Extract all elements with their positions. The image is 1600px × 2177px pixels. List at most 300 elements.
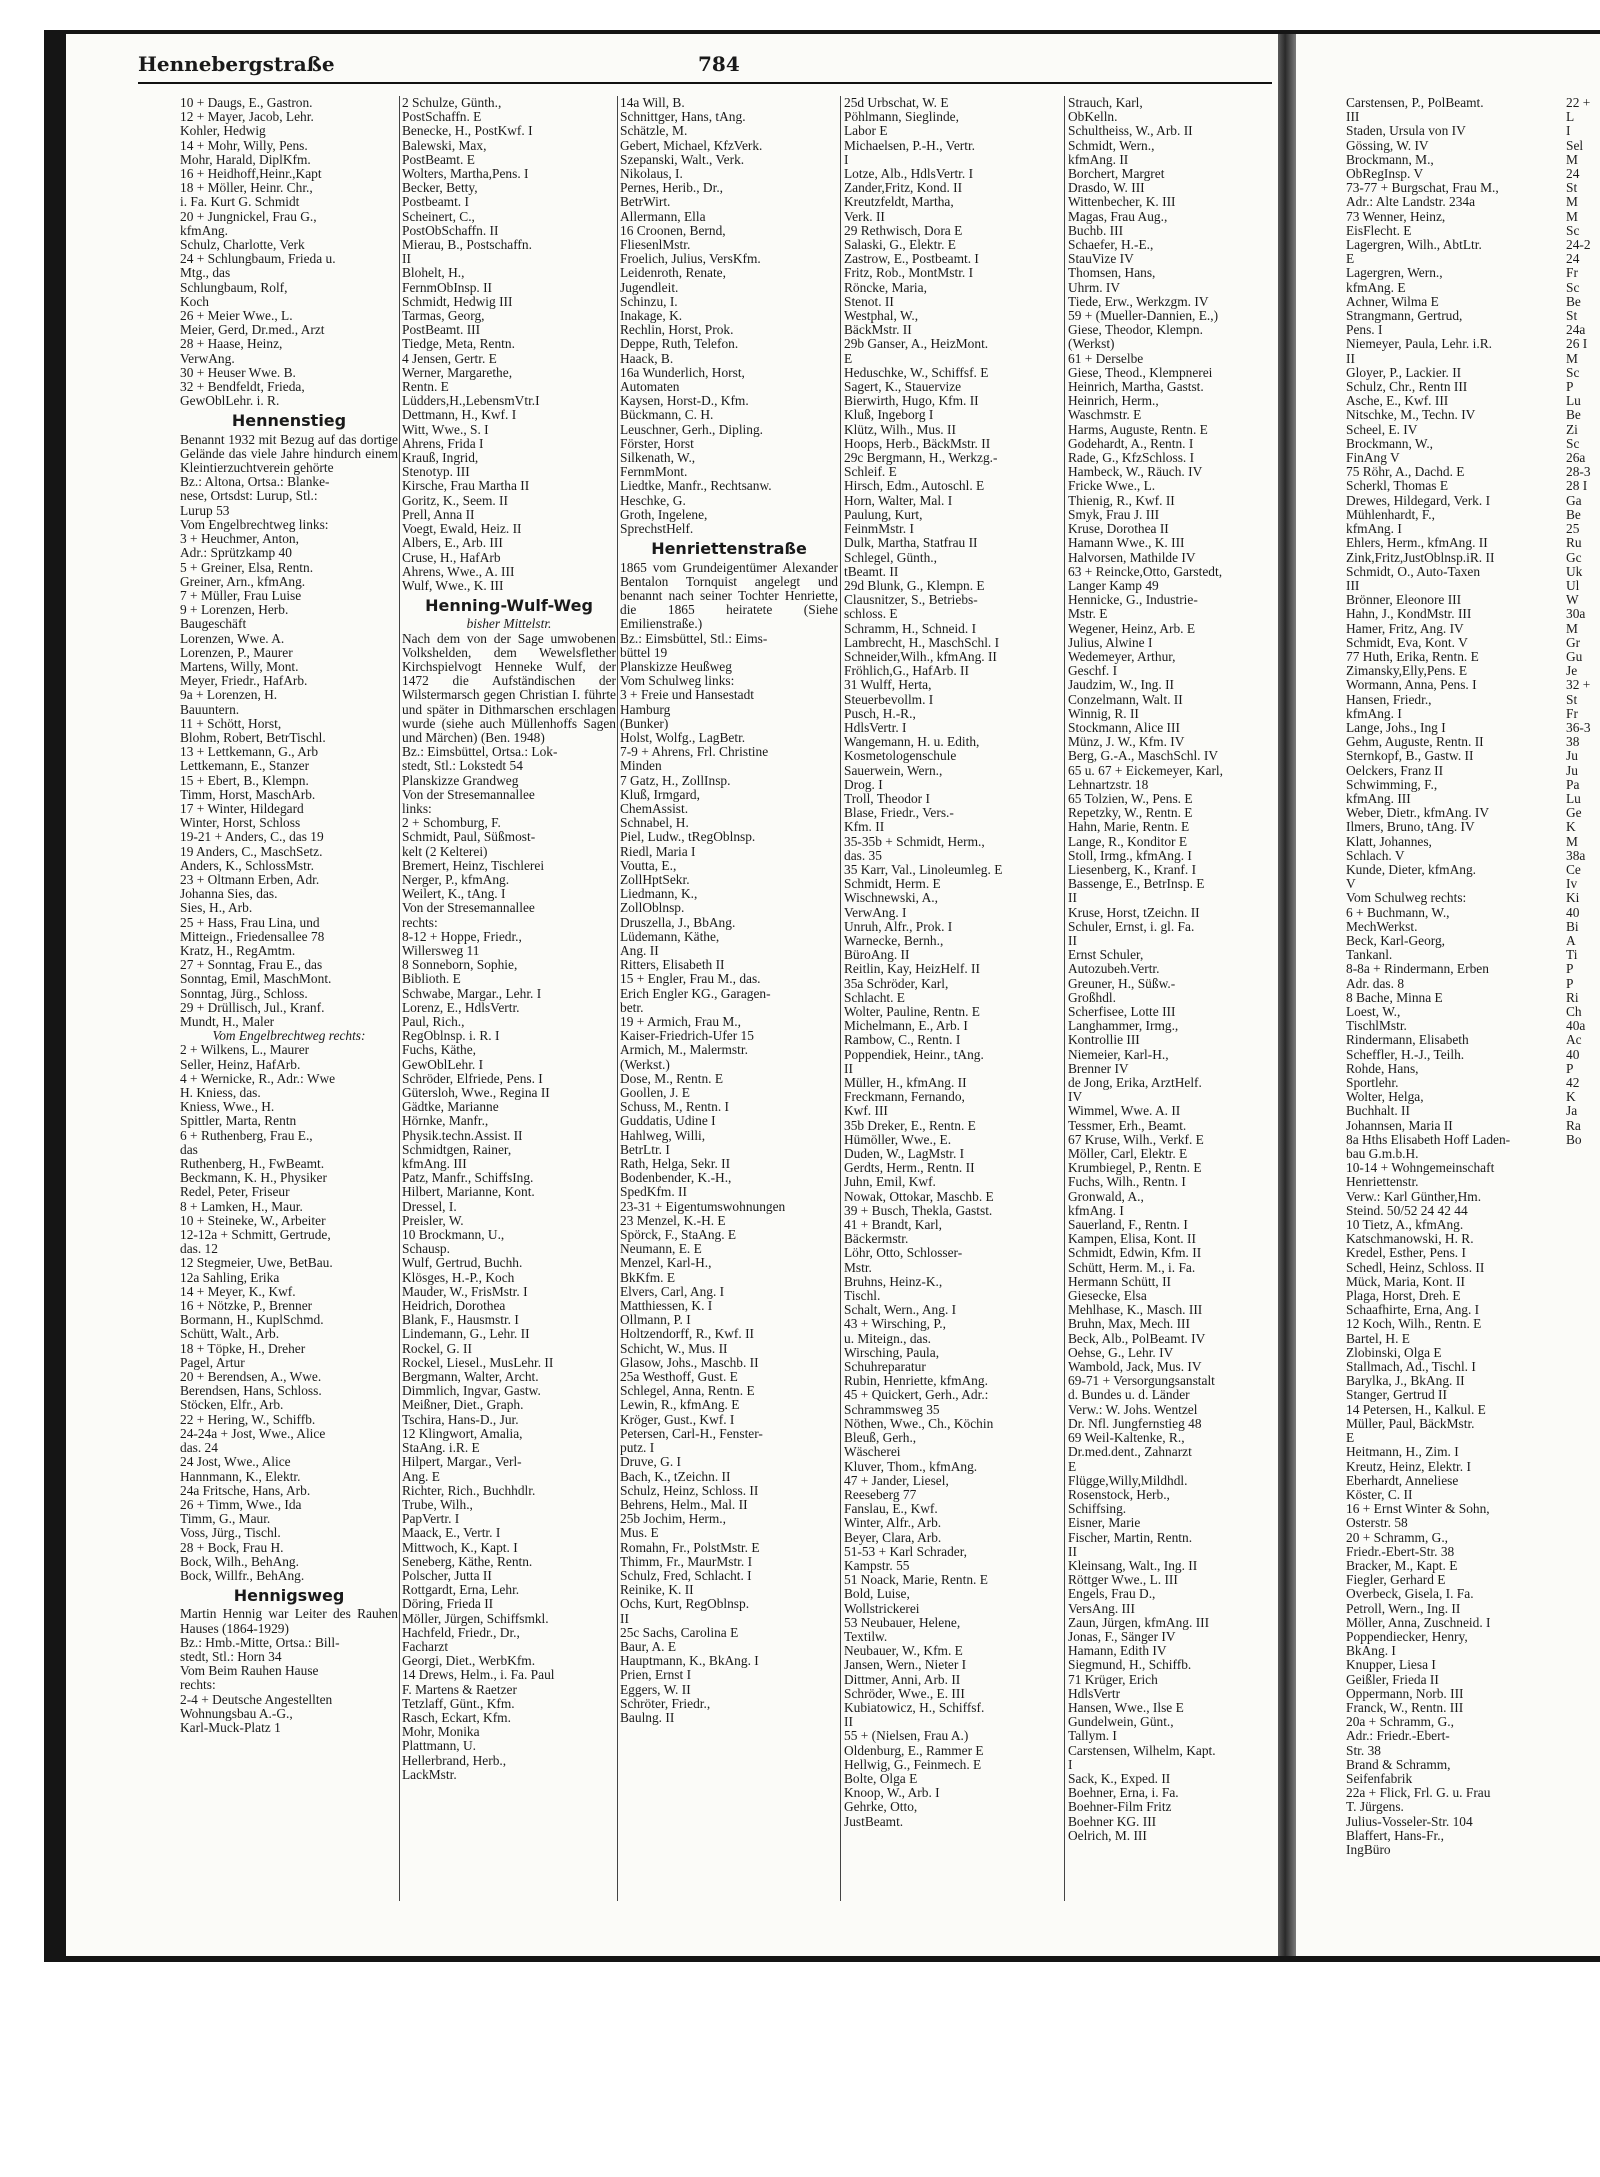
- directory-entry: Wittenbecher, K. III: [1068, 195, 1176, 210]
- street-heading-henning-wulf-weg: Henning-Wulf-Weg: [425, 596, 593, 616]
- directory-entry: Hambeck, W., Räuch. IV: [1068, 465, 1203, 480]
- directory-entry: Sonntag, Emil, MaschMont.: [180, 972, 332, 987]
- directory-entry: Lorenzen, P., Maurer: [180, 645, 293, 660]
- directory-entry: Troll, Theodor I: [844, 791, 930, 806]
- directory-entry: Halvorsen, Mathilde IV: [1068, 550, 1196, 565]
- directory-entry: Bold, Luise,: [844, 1587, 910, 1602]
- directory-entry: Benecke, H., PostKwf. I: [402, 124, 533, 139]
- directory-entry: kfmAng. III: [402, 1157, 467, 1172]
- directory-entry: 28 + Haase, Heinz,: [180, 337, 283, 352]
- directory-entry: PostSchaffn. E: [402, 110, 482, 125]
- directory-entry: Bruhn, Max, Mech. III: [1068, 1317, 1190, 1332]
- directory-entry: Löhr, Otto, Schlosser-: [844, 1246, 963, 1261]
- directory-entry: Hellwig, G., Feinmech. E: [844, 1757, 982, 1772]
- directory-entry: (Bunker): [620, 716, 669, 731]
- directory-entry: Kniess, Wwe., H.: [180, 1100, 275, 1115]
- directory-entry: RegOblnsp. i. R. I: [402, 1029, 500, 1044]
- directory-entry: Döring, Frieda II: [402, 1597, 494, 1612]
- directory-entry: Uk: [1566, 564, 1583, 579]
- directory-entry: Hahn, J., KondMstr. III: [1346, 607, 1472, 622]
- directory-entry: Von der Stresemannallee: [402, 787, 535, 802]
- directory-entry: Albers, E., Arb. III: [402, 536, 503, 551]
- directory-entry: III: [1346, 110, 1360, 125]
- directory-entry: kfmAng.: [180, 223, 228, 238]
- directory-entry: Fanslau, E., Kwf.: [844, 1502, 938, 1517]
- page-number: 784: [698, 52, 740, 76]
- directory-entry: Timm, Horst, MaschArb.: [180, 787, 316, 802]
- directory-entry: Strauch, Karl,: [1068, 96, 1143, 110]
- directory-entry: Rohde, Hans,: [1346, 1061, 1419, 1076]
- directory-entry: Allermann, Ella: [620, 209, 706, 224]
- directory-entry: II: [844, 1061, 853, 1076]
- directory-entry: Postbeamt. I: [402, 195, 469, 210]
- directory-entry: Rubin, Henriette, kfmAng.: [844, 1374, 988, 1389]
- directory-entry: Hellerbrand, Herb.,: [402, 1753, 507, 1768]
- directory-entry: Sagert, K., Stauervize: [844, 380, 962, 395]
- directory-entry: Buchb. III: [1068, 223, 1124, 238]
- directory-entry: Wohnungsbau A.-G.,: [180, 1706, 293, 1721]
- directory-entry: Klösges, H.-P., Koch: [402, 1270, 515, 1285]
- directory-entry: V: [1346, 877, 1356, 892]
- directory-entry: Ra: [1566, 1118, 1581, 1133]
- directory-entry: Lotze, Alb., HdlsVertr. I: [844, 167, 974, 182]
- directory-entry: PostBeamt. E: [402, 152, 475, 167]
- directory-entry: Blase, Friedr., Vers.-: [844, 806, 954, 821]
- directory-entry: Zi: [1566, 422, 1578, 437]
- directory-entry: E: [844, 351, 853, 366]
- directory-entry: Schütt, Herm. M., i. Fa.: [1068, 1260, 1196, 1275]
- directory-entry: Eggers, W. II: [620, 1682, 691, 1697]
- directory-entry: 24: [1566, 252, 1580, 267]
- directory-entry: Liedmann, K.,: [620, 887, 698, 902]
- directory-entry: SpedKfm. II: [620, 1185, 687, 1200]
- directory-entry: 18 + Töpke, H., Dreher: [180, 1341, 306, 1356]
- directory-entry: Boehner KG. III: [1068, 1814, 1157, 1829]
- directory-entry: Gehrke, Otto,: [844, 1800, 918, 1815]
- directory-entry: Scheffler, H.-J., Teilh.: [1346, 1047, 1465, 1062]
- directory-entry: Kleinsang, Walt., Ing. II: [1068, 1558, 1198, 1573]
- directory-entry: Paul, Rich.,: [402, 1015, 465, 1029]
- directory-entry: Reeseberg 77: [844, 1487, 917, 1502]
- directory-entry: 59 + (Mueller-Dannien, E.,): [1068, 309, 1219, 324]
- directory-entry: Schröder, Elfriede, Pens. I: [402, 1071, 543, 1086]
- directory-entry: T. Jürgens.: [1346, 1800, 1404, 1815]
- directory-entry: Siegmund, H., Schiffb.: [1068, 1658, 1192, 1673]
- directory-entry: 24a: [1566, 323, 1586, 338]
- directory-entry: Jaudzim, W., Ing. II: [1068, 678, 1174, 693]
- directory-entry: HdlsVertr. I: [844, 720, 907, 735]
- directory-entry: Julius-Vosseler-Str. 104: [1346, 1814, 1473, 1829]
- directory-entry: kfmAng. I: [1068, 1203, 1124, 1218]
- directory-entry: Erich Engler KG., Garagen-: [620, 986, 771, 1001]
- directory-entry: Hachfeld, Friedr., Dr.,: [402, 1625, 520, 1640]
- directory-entry: PostBeamt. III: [402, 323, 481, 338]
- directory-entry: Schnittger, Hans, tAng.: [620, 110, 746, 125]
- directory-entry: 53 Neubauer, Helene,: [844, 1615, 961, 1630]
- directory-entry: 45 + Quickert, Gerh., Adr.:: [844, 1388, 989, 1403]
- column-divider: [1064, 96, 1065, 1901]
- directory-entry: 40: [1566, 1047, 1580, 1062]
- directory-entry: Flügge,Willy,Mildhdl.: [1068, 1473, 1188, 1488]
- directory-entry: Thomsen, Hans,: [1068, 266, 1156, 281]
- directory-entry: Wäscherei: [844, 1445, 901, 1460]
- directory-entry: 40a: [1566, 1019, 1586, 1034]
- directory-entry: Rechlin, Horst, Prok.: [620, 323, 734, 338]
- directory-entry: Kluß, Irmgard,: [620, 787, 700, 802]
- directory-entry: Lange, Johs., Ing I: [1346, 720, 1446, 735]
- street-description-henning-wulf-weg: Nach dem von der Sage umwobenen Volkshelden, dem Wewelsflether Kirchspielvogt Henneke Wulf, der 1472 die Aufständischen der Wilstermarsch gegen Christian I. führte und später in Dithmarschen erschlagen wurde (siehe auch Müllenhoffs Sagen und Märchen) (Ben. 1948): [402, 630, 616, 745]
- directory-entry: Conzelmann, Walt. II: [1068, 692, 1183, 707]
- directory-entry: Wolter, Pauline, Rentn. E: [844, 1005, 980, 1019]
- directory-entry: 28 + Bock, Frau H.: [180, 1540, 284, 1555]
- directory-entry: Hahlweg, Willi,: [620, 1128, 706, 1143]
- directory-entry: Großhdl.: [1068, 990, 1116, 1005]
- directory-entry: Duden, W., LagMstr. I: [844, 1147, 965, 1162]
- directory-entry: Vom Schulweg rechts:: [1346, 891, 1467, 906]
- directory-entry: Kosmetologenschule: [844, 749, 957, 764]
- directory-entry: BetrLtr. I: [620, 1142, 670, 1157]
- directory-entry: Fricke Wwe., L.: [1068, 479, 1156, 494]
- directory-entry: Gc: [1566, 550, 1582, 565]
- directory-entry: Oppermann, Norb. III: [1346, 1686, 1464, 1701]
- directory-entry: IngBüro: [1346, 1842, 1391, 1857]
- directory-entry: Friedr.-Ebert-Str. 38: [1346, 1544, 1455, 1559]
- directory-entry: Lu: [1566, 394, 1581, 409]
- directory-entry: Waschmstr. E: [1068, 408, 1142, 423]
- directory-entry: Wulf, Wwe., K. III: [402, 578, 504, 593]
- street-heading-hennigsweg: Hennigsweg: [233, 1586, 345, 1606]
- directory-entry: Goollen, J. E: [620, 1086, 690, 1101]
- directory-entry: 2 Schulze, Günth.,: [402, 96, 502, 110]
- directory-entry: Trube, Wilh.,: [402, 1497, 473, 1512]
- directory-entry: Krumbiegel, P., Rentn. E: [1068, 1161, 1202, 1176]
- directory-entry: 41 + Brandt, Karl,: [844, 1218, 942, 1233]
- directory-entry: Julius, Alwine I: [1068, 635, 1153, 650]
- directory-entry: Brand & Schramm,: [1346, 1757, 1451, 1772]
- directory-entry: 7-9 + Ahrens, Frl. Christine: [620, 745, 769, 760]
- directory-entry: 8a Hths Elisabeth Hoff Laden-: [1346, 1132, 1511, 1147]
- directory-entry: K: [1566, 820, 1576, 835]
- running-head-street: Hennebergstraße: [138, 52, 335, 76]
- directory-entry: Polscher, Jutta II: [402, 1568, 492, 1583]
- directory-entry: Dr.med.dent., Zahnarzt: [1068, 1445, 1192, 1460]
- directory-entry: Bo: [1566, 1132, 1582, 1147]
- directory-entry: Heidrich, Dorothea: [402, 1299, 506, 1314]
- directory-entry: Piel, Ludw., tRegOblnsp.: [620, 830, 756, 845]
- directory-entry: Fuchs, Käthe,: [402, 1043, 477, 1058]
- directory-entry: Achner, Wilma E: [1346, 294, 1439, 309]
- directory-entry: Holtzendorff, R., Kwf. II: [620, 1327, 754, 1342]
- directory-entry: Hörnke, Manfr.,: [402, 1114, 489, 1129]
- directory-entry: Borchert, Margret: [1068, 167, 1165, 182]
- directory-entry: Pens. I: [1346, 323, 1383, 338]
- directory-entry: 65 u. 67 + Eickemeyer, Karl,: [1068, 763, 1224, 778]
- directory-entry: Blohm, Robert, BetrTischl.: [180, 730, 326, 745]
- directory-entry: Tessmer, Erh., Beamt.: [1068, 1118, 1187, 1133]
- directory-entry: Kirsche, Frau Martha II: [402, 479, 530, 494]
- directory-entry: nese, Ortsdst: Lurup, Stl.:: [180, 489, 318, 504]
- directory-entry: Müller, Paul, BäckMstr.: [1346, 1416, 1475, 1431]
- directory-entry: Mohr, Monika: [402, 1725, 480, 1740]
- directory-entry: Plattmann, U.: [402, 1739, 477, 1754]
- directory-entry: Seneberg, Käthe, Rentn.: [402, 1554, 533, 1569]
- directory-entry: Pernes, Herib., Dr.,: [620, 181, 724, 196]
- directory-entry: ObRegInsp. V: [1346, 167, 1424, 182]
- directory-entry: 8 Sonneborn, Sophie,: [402, 958, 518, 973]
- directory-entry: Blaffert, Hans-Fr.,: [1346, 1828, 1444, 1843]
- directory-entry: Steind. 50/52 24 42 44: [1346, 1203, 1468, 1218]
- directory-entry: BkKfm. E: [620, 1270, 676, 1285]
- directory-entry: Neubauer, W., Kfm. E: [844, 1644, 963, 1659]
- directory-entry: Fiegler, Gerhard E: [1346, 1573, 1446, 1588]
- directory-entry: Hennicke, G., Industrie-: [1068, 593, 1198, 608]
- directory-entry: Willersweg 11: [402, 943, 480, 958]
- directory-entry: 8 + Lamken, H., Maur.: [180, 1199, 303, 1214]
- directory-entry: Carstensen, P., PolBeamt.: [1346, 96, 1484, 110]
- directory-entry: Johanna Sies, das.: [180, 887, 278, 902]
- column-divider: [840, 96, 841, 1901]
- directory-entry: Schröder, Wwe., E. III: [844, 1686, 965, 1701]
- directory-entry: Langer Kamp 49: [1068, 578, 1159, 593]
- directory-entry: Schmidt, Eva, Kont. V: [1346, 635, 1468, 650]
- directory-entry: Henriettenstr.: [1346, 1175, 1419, 1190]
- entries-henning-wulf-weg: [402, 745, 616, 1782]
- directory-entry: 16 + Heidhoff,Heinr.,Kapt: [180, 167, 322, 182]
- directory-entry: 43 + Wirsching, P.,: [844, 1317, 946, 1332]
- directory-entry: Behrens, Helm., Mal. II: [620, 1497, 748, 1512]
- directory-entry: Prell, Anna II: [402, 507, 475, 522]
- directory-entry: Wangemann, H. u. Edith,: [844, 735, 980, 750]
- directory-entry: Giesecke, Elsa: [1068, 1289, 1147, 1304]
- directory-entry: Hansen, Friedr.,: [1346, 692, 1432, 707]
- directory-entry: 8 Bache, Minna E: [1346, 990, 1443, 1005]
- directory-entry: 20 + Schramm, G.,: [1346, 1530, 1449, 1545]
- directory-entry: Schlungbaum, Rolf,: [180, 280, 288, 295]
- directory-entry: Godehardt, A., Rentn. I: [1068, 436, 1194, 451]
- directory-entry: Dose, M., Rentn. E: [620, 1071, 724, 1086]
- directory-entry: Rosenstock, Herb.,: [1068, 1487, 1170, 1502]
- directory-entry: Geißler, Frieda II: [1346, 1672, 1439, 1687]
- entries-column-7: [1566, 96, 1598, 1147]
- directory-entry: Scherkl, Thomas E: [1346, 479, 1449, 494]
- directory-entry: Schulz, Charlotte, Verk: [180, 238, 305, 253]
- directory-entry: Ahrens, Frida I: [402, 436, 484, 451]
- directory-entry: 10 Tietz, A., kfmAng.: [1346, 1218, 1464, 1233]
- directory-entry: Sauerwein, Wern.,: [844, 763, 943, 778]
- directory-entry: 10 + Daugs, E., Gastron.: [180, 96, 313, 110]
- directory-entry: Je: [1566, 664, 1578, 679]
- directory-entry: Anders, K., SchlossMstr.: [180, 858, 314, 873]
- directory-entry: Lehnartzstr. 18: [1068, 777, 1149, 792]
- directory-entry: Ul: [1566, 578, 1580, 593]
- directory-entry: Voegt, Ewald, Heiz. II: [402, 522, 522, 537]
- directory-entry: IV: [1068, 1090, 1083, 1105]
- directory-entry: Mitteign., Friedensallee 78: [180, 929, 325, 944]
- street-former-name: bisher Mittelstr.: [466, 616, 552, 632]
- directory-entry: Seifenfabrik: [1346, 1771, 1413, 1786]
- directory-entry: 25c Sachs, Carolina E: [620, 1625, 739, 1640]
- directory-entry: Röttger Wwe., L. III: [1068, 1573, 1178, 1588]
- directory-entry: Voss, Jürg., Tischl.: [180, 1526, 281, 1541]
- directory-entry: Planskizze Heußweg: [620, 659, 732, 674]
- directory-entry: stedt, Stl.: Lokstedt 54: [402, 759, 523, 774]
- directory-entry: Zimansky,Elly,Pens. E: [1346, 664, 1467, 679]
- directory-entry: I: [1068, 1757, 1073, 1772]
- directory-entry: Autozubeh.Vertr.: [1068, 962, 1160, 977]
- directory-entry: Hoops, Herb., BäckMstr. II: [844, 436, 991, 451]
- directory-entry: stedt, Stl.: Horn 34: [180, 1649, 282, 1664]
- directory-entry: Förster, Horst: [620, 436, 694, 451]
- directory-entry: 4 Jensen, Gertr. E: [402, 351, 497, 366]
- directory-entry: 38: [1566, 735, 1580, 750]
- directory-entry: Pagel, Artur: [180, 1355, 245, 1370]
- directory-entry: Bauuntern.: [180, 702, 240, 717]
- directory-entry: Szepanski, Walt., Verk.: [620, 152, 745, 167]
- directory-entry: Sc: [1566, 436, 1580, 451]
- directory-entry: FernmObInsp. II: [402, 280, 493, 295]
- directory-entry: Ja: [1566, 1104, 1578, 1119]
- directory-entry: Vom Schulweg links:: [620, 674, 735, 689]
- directory-entry: Strangmann, Gertrud,: [1346, 309, 1463, 324]
- directory-entry: 75 Röhr, A., Dachd. E: [1346, 465, 1465, 480]
- directory-entry: Kontrollie III: [1068, 1033, 1140, 1048]
- directory-entry: BüroAng. II: [844, 948, 910, 963]
- directory-entry: 7 Gatz, H., ZollInsp.: [620, 773, 731, 788]
- directory-entry: Ollmann, P. I: [620, 1313, 691, 1328]
- directory-entry: Kruse, Horst, tZeichn. II: [1068, 905, 1200, 920]
- directory-entry: Schmidt, Hedwig III: [402, 294, 513, 309]
- directory-entry: Seller, Heinz, HafArb.: [180, 1057, 301, 1072]
- directory-entry: 26 + Meier Wwe., L.: [180, 309, 293, 324]
- directory-entry: Kwf. III: [844, 1104, 888, 1119]
- directory-entry: Jugendleit.: [620, 280, 679, 295]
- directory-entry: 39 + Busch, Thekla, Gastst.: [844, 1203, 993, 1218]
- directory-entry: Bäckermstr.: [844, 1232, 909, 1247]
- directory-entry: M: [1566, 834, 1578, 849]
- directory-entry: Lagergren, Wilh., AbtLtr.: [1346, 238, 1482, 253]
- directory-entry: 63 + Reincke,Otto, Garstedt,: [1068, 564, 1223, 579]
- directory-entry: das. 35: [844, 848, 882, 863]
- directory-entry: Sc: [1566, 223, 1580, 238]
- entries-column-6: [1346, 96, 1596, 1857]
- directory-entry: Schiffsing.: [1068, 1502, 1127, 1517]
- directory-entry: Ri: [1566, 990, 1579, 1005]
- directory-entry: 77 Huth, Erika, Rentn. E: [1346, 649, 1479, 664]
- directory-entry: Spittler, Marta, Rentn: [180, 1114, 297, 1129]
- directory-entry: M: [1566, 351, 1578, 366]
- directory-entry: 23 Menzel, K.-H. E: [620, 1213, 726, 1228]
- directory-entry: Lettkemann, E., Stanzer: [180, 759, 310, 774]
- directory-entry: Giese, Theod., Klempnerei: [1068, 365, 1213, 380]
- directory-entry: Mstr.: [844, 1260, 872, 1275]
- directory-entry: Minden: [620, 759, 662, 774]
- directory-entry: Planskizze Grandweg: [402, 773, 519, 788]
- directory-entry: Bolte, Olga E: [844, 1771, 918, 1786]
- directory-entry: Vom Beim Rauhen Hause: [180, 1664, 319, 1679]
- directory-entry: 22 +: [1566, 96, 1591, 110]
- directory-entry: Tischl.: [844, 1289, 881, 1304]
- directory-entry: E: [1346, 252, 1355, 267]
- directory-entry: Rambow, C., Rentn. I: [844, 1033, 961, 1048]
- directory-entry: Sack, K., Exped. II: [1068, 1771, 1171, 1786]
- directory-entry: Bassenge, E., BetrInsp. E: [1068, 877, 1205, 892]
- directory-entry: Physik.techn.Assist. II: [402, 1128, 523, 1143]
- directory-entry: 73-77 + Burgschat, Frau M.,: [1346, 181, 1499, 196]
- directory-entry: 14 Drews, Helm., i. Fa. Paul: [402, 1668, 555, 1683]
- directory-entry: Katschmanowski, H. R.: [1346, 1232, 1474, 1247]
- directory-entry: St: [1566, 309, 1578, 324]
- directory-entry: Hamann, Edith IV: [1068, 1644, 1167, 1659]
- column-2: [402, 96, 616, 1782]
- directory-entry: Ang. II: [620, 943, 659, 958]
- directory-entry: 26 + Timm, Wwe., Ida: [180, 1497, 302, 1512]
- directory-entry: Berendsen, Hans, Schloss.: [180, 1384, 322, 1399]
- directory-entry: Eisner, Marie: [1068, 1516, 1141, 1531]
- directory-entry: Bergmann, Walter, Archt.: [402, 1370, 539, 1385]
- directory-entry: Zlobinski, Olga E: [1346, 1345, 1442, 1360]
- directory-entry: Tiede, Erw., Werkzgm. IV: [1068, 294, 1209, 309]
- directory-entry: MechWerkst.: [1346, 919, 1418, 934]
- directory-entry: büttel 19: [620, 645, 668, 660]
- directory-entry: 12 + Mayer, Jacob, Lehr.: [180, 110, 314, 125]
- directory-entry: P: [1566, 962, 1574, 977]
- directory-entry: 24 Jost, Wwe., Alice: [180, 1455, 291, 1470]
- directory-entry: Horn, Walter, Mal. I: [844, 493, 953, 508]
- directory-entry: Dr. Nfl. Jungfernstieg 48: [1068, 1416, 1202, 1431]
- directory-entry: Petersen, Carl-H., Fenster-: [620, 1426, 763, 1441]
- directory-entry: Thimm, Fr., MaurMstr. I: [620, 1554, 753, 1569]
- directory-entry: 30 + Heuser Wwe. B.: [180, 365, 296, 380]
- directory-entry: 24 + Schlungbaum, Frieda u.: [180, 252, 336, 267]
- directory-entry: 26 I: [1566, 337, 1588, 352]
- directory-entry: Liesenberg, K., Kranf. I: [1068, 862, 1197, 877]
- directory-entry: Drewes, Hildegard, Verk. I: [1346, 493, 1491, 508]
- directory-entry: Petroll, Wern., Ing. II: [1346, 1601, 1461, 1616]
- directory-entry: Clausnitzer, S., Betriebs-: [844, 593, 978, 608]
- directory-entry: Wollstrickerei: [844, 1601, 920, 1616]
- directory-entry: 7 + Müller, Frau Luise: [180, 588, 302, 603]
- directory-entry: Biblioth. E: [402, 972, 461, 987]
- directory-entry: II: [844, 1715, 853, 1730]
- directory-entry: FernmMont.: [620, 465, 688, 480]
- directory-entry: Inakage, K.: [620, 309, 683, 324]
- directory-entry: LackMstr.: [402, 1767, 457, 1782]
- directory-entry: Pusch, H.-R.,: [844, 706, 916, 721]
- directory-entry: 12-12a + Schmitt, Gertrude,: [180, 1228, 331, 1243]
- directory-entry: Smyk, Frau J. III: [1068, 507, 1160, 522]
- directory-entry: E: [1068, 1459, 1077, 1474]
- directory-entry: Knupper, Liesa I: [1346, 1658, 1436, 1673]
- directory-entry: Sies, H., Arb.: [180, 901, 253, 916]
- directory-entry: 30a: [1566, 607, 1586, 622]
- directory-entry: 32 + Bendfeldt, Frieda,: [180, 380, 305, 395]
- directory-entry: Lorenzen, Wwe. A.: [180, 631, 285, 646]
- directory-entry: Schulz, Heinz, Schloss. II: [620, 1483, 759, 1498]
- directory-entry: Karl-Muck-Platz 1: [180, 1720, 281, 1735]
- directory-entry: links:: [402, 801, 432, 816]
- directory-entry: Jonas, F., Sänger IV: [1068, 1629, 1176, 1644]
- street-description-hennigsweg: Martin Hennig war Leiter des Rauhen Hauses (1864-1929): [180, 1606, 398, 1636]
- directory-entry: 19 + Armich, Frau M.,: [620, 1015, 741, 1029]
- directory-entry: Blank, F., Hausmstr. I: [402, 1313, 519, 1328]
- directory-entry: Boehner-Film Fritz: [1068, 1800, 1172, 1815]
- directory-entry: Reitlin, Kay, HeizHelf. II: [844, 962, 980, 977]
- directory-entry: Wischnewski, A.,: [844, 891, 938, 906]
- directory-entry: Zander,Fritz, Kond. II: [844, 181, 963, 196]
- directory-entry: Kreutzfeldt, Martha,: [844, 195, 954, 210]
- directory-entry: Schalt, Wern., Ang. I: [844, 1303, 957, 1318]
- directory-entry: 47 + Jander, Liesel,: [844, 1473, 949, 1488]
